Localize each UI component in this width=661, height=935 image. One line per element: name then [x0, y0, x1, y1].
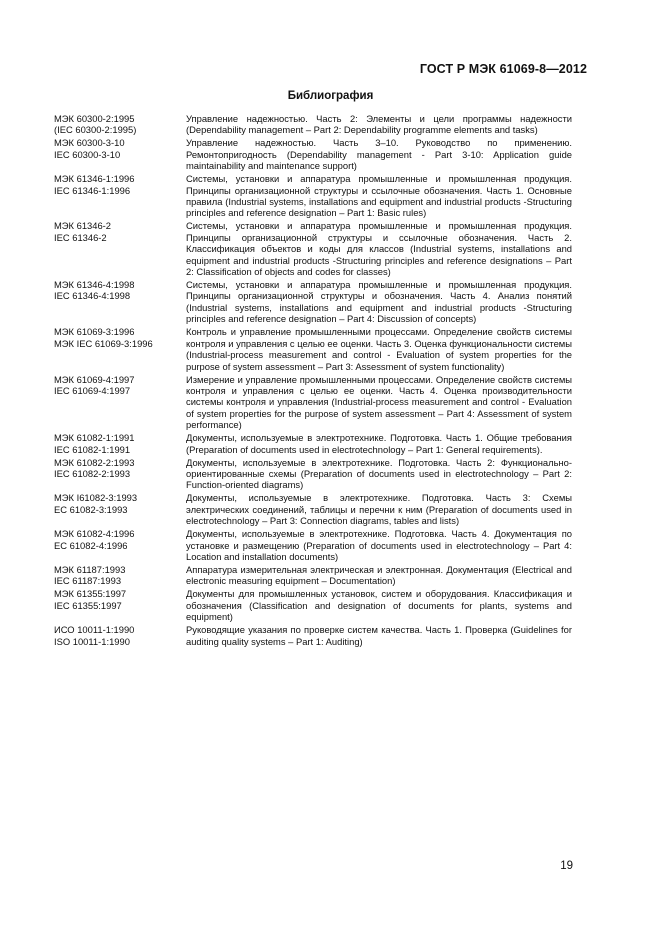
bibliography-entry [54, 492, 572, 526]
standard-code: МЭК 61346-4:1998 [54, 279, 135, 291]
standard-code: МЭК 61187:1993 [54, 563, 126, 575]
standard-codes [54, 624, 186, 647]
standard-description: Управление надежностью. Часть 2: Элементы и цели программы надежности (Dependability management – Part 2: Dependability programme elements and tasks) [186, 113, 572, 136]
bibliography-entry [54, 374, 572, 431]
standard-code: IEC 60300-3-10 [54, 148, 121, 160]
standard-description: Руководящие указания по проверке систем качества. Часть 1. Проверка (Guidelines for auditing quality systems – Part 1: Auditing) [186, 624, 572, 647]
standard-codes [54, 374, 186, 431]
standard-code: IEC 61346-4:1998 [54, 290, 131, 302]
standard-description: Системы, установки и аппаратура промышленные и промышленная продукция. Принципы организационной структуры и обозначения. Часть 4. Анализ понятий (Industrial systems, installations and equipment and industrial products -Structuring principles and reference designation – Part 4: Discussion of concepts) [186, 279, 572, 325]
standard-code: МЭК 61082-2:1993 [54, 456, 135, 468]
standard-code: МЭК 61082-4:1996 [54, 528, 135, 540]
bibliography-entry [54, 220, 572, 277]
standard-code: ISO 10011-1:1990 [54, 635, 130, 647]
standard-codes [54, 492, 186, 526]
standard-codes [54, 220, 186, 277]
page-title: Библиография [287, 90, 374, 102]
bibliography-entry [54, 528, 572, 562]
standard-codes [54, 432, 186, 455]
standard-codes [54, 113, 186, 136]
document-header: ГОСТ Р МЭК 61069-8—2012 [419, 62, 587, 76]
bibliography-entry [54, 624, 572, 647]
bibliography-entry [54, 564, 572, 587]
bibliography-list [54, 113, 572, 649]
standard-description: Контроль и управление промышленными процессами. Определение свойств системы контроля и управления с целью ее оценки. Часть 3. Оценка функциональности системы (Industrial-process measurement and control - Evaluation of system properties for the purpose of system assessment – Part 3: Assessment of system functionality) [186, 326, 572, 372]
standard-description: Управление надежностью. Часть 3–10. Руководство по применению. Ремонтопригодность (Dependability management - Part 3-10: Application guide maintainability and maintenance support) [186, 137, 572, 172]
standard-code: МЭК 61346-2 [54, 220, 112, 232]
standard-code: EC 61082-4:1996 [54, 539, 128, 551]
standard-code: МЭК 61069-4:1997 [54, 373, 135, 385]
bibliography-entry [54, 457, 572, 491]
standard-codes [54, 137, 186, 171]
standard-code: IEC 61082-1:1991 [54, 443, 131, 455]
standard-code: ИСО 10011-1:1990 [54, 624, 135, 636]
standard-code: IEC 61346-2 [54, 231, 107, 243]
standard-code: IEC 61346-1:1996 [54, 184, 131, 196]
standard-code: IEC 61187:1993 [54, 575, 122, 587]
page-number: 19 [560, 860, 573, 872]
standard-description: Документы, используемые в электротехнике. Подготовка. Часть 4. Документация по установке и размещению (Preparation of documents used in electrotechnology – Part 4: Location and installation documents) [186, 528, 572, 562]
standard-codes [54, 564, 186, 587]
standard-code: МЭК 60300-2:1995 [54, 113, 135, 124]
standard-code: (IEC 60300-2:1995) [54, 124, 137, 136]
bibliography-entry [54, 588, 572, 622]
bibliography-entry [54, 113, 572, 136]
standard-code: МЭК 61346-1:1996 [54, 173, 135, 185]
standard-code: МЭК 61069-3:1996 [54, 326, 135, 338]
standard-description: Документы, используемые в электротехнике. Подготовка. Часть 1. Общие требования (Preparation of documents used in electrotechnology – Part 1: General requirements). [186, 432, 572, 455]
standard-code: МЭК 61355:1997 [54, 588, 127, 600]
standard-codes [54, 279, 186, 325]
standard-code: МЭК 61082-1:1991 [54, 432, 135, 444]
standard-codes [54, 326, 186, 372]
standard-description: Документы, используемые в электротехнике. Подготовка. Часть 2: Функционально-ориентированные схемы (Preparation of documents used in electrotechnology – Part 2: Function-oriented diagrams) [186, 456, 572, 491]
bibliography-entry [54, 173, 572, 219]
standard-codes [54, 173, 186, 219]
standard-code: IEC 61355:1997 [54, 599, 122, 611]
bibliography-entry [54, 279, 572, 325]
standard-description: Системы, установки и аппаратура промышленные и промышленная продукция. Принципы организационной структуры и ссылочные обозначения. Часть 2. Классификация объектов и коды для классов (Industrial systems, installations and equipment and industrial products -Structuring principles and reference designations – Part 2: Classification of objects and codes for classes) [186, 220, 572, 278]
standard-code: IEC 61082-2:1993 [54, 467, 131, 479]
bibliography-entry [54, 432, 572, 455]
bibliography-entry [54, 137, 572, 171]
standard-description: Системы, установки и аппаратура промышленные и промышленная продукция. Принципы организационной структуры и ссылочные обозначения. Часть 1. Основные правила (Industrial systems, installations and equipment and industrial products -Structuring principles and reference designation – Part 1: Basic rules) [186, 173, 572, 219]
standard-description: Документы, используемые в электротехнике. Подготовка. Часть 3: Схемы электрических соединений, таблицы и перечни к ним (Preparation of documents used in electrotechnology – Part 3: Connection diagrams, tables and lists) [186, 492, 572, 527]
standard-code: IEC 61069-4:1997 [54, 384, 131, 396]
standard-code: МЭК I61082-3:1993 [54, 492, 138, 504]
standard-code: МЭК IEC 61069-3:1996 [54, 337, 153, 349]
standard-description: Аппаратура измерительная электрическая и электронная. Документация (Electrical and electronic measuring equipment – Documentation) [186, 563, 572, 587]
standard-description: Документы для промышленных установок, систем и оборудования. Классификация и обозначения (Classification and designation of documents for plants, systems and equipment) [186, 588, 572, 623]
standard-codes [54, 457, 186, 491]
standard-description: Измерение и управление промышленными процессами. Определение свойств системы контроля и управления с целью ее оценки. Часть 4. Оценка производительности системы контроля и управления (Industrial-process measurement and control - Evaluation of system properties for the purpose of system assessment – Part 4: Assessment of system performance) [186, 373, 572, 431]
standard-codes [54, 588, 186, 622]
standard-codes [54, 528, 186, 562]
standard-code: МЭК 60300-3-10 [54, 137, 125, 149]
bibliography-entry [54, 326, 572, 372]
standard-code: EC 61082-3:1993 [54, 503, 128, 515]
